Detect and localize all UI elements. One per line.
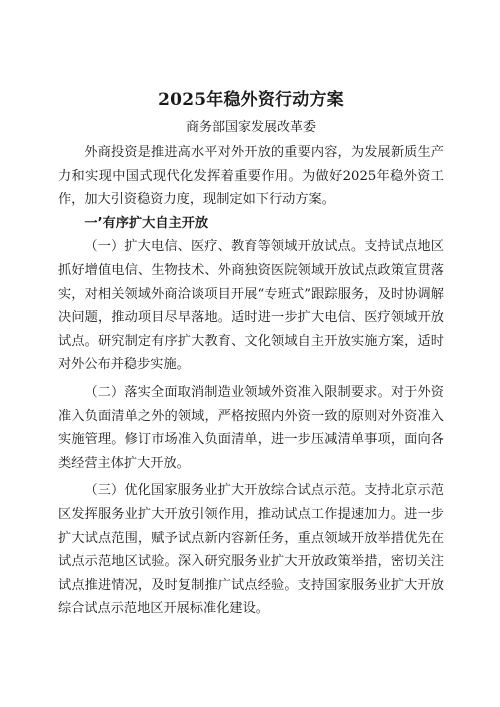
item-paragraph-1: （一）扩大电信、医疗、教育等领域开放试点。支持试点地区抓好增值电信、生物技术、外商独资医院领域开放试点政策宣贯落实，对相关领域外商洽谈项目开展“专班式”跟踪服务，及时协调解决问题，推动项目尽早落地。适时进一步扩大电信、医疗领域开放试点。研究制定有序扩大教育、文化领域自主开放实施方案，适时对外公布并稳步实施。 (58, 239, 444, 373)
document-title: 2025年稳外资行动方案 (158, 90, 344, 110)
item-paragraph-3: （三）优化国家服务业扩大开放综合试点示范。支持北京示范区发挥服务业扩大开放引领作用，推动试点工作提速加力。进一步扩大试点范围，赋予试点新内容新任务，重点领域开放举措优先在试点示范地区试验。深入研究服务业扩大开放政策举措，密切关注试点推进情况，及时复制推广试点经验。支持国家服务业扩大开放综合试点示范地区开展标准化建设。 (58, 483, 444, 617)
intro-paragraph: 外商投资是推进高水平对外开放的重要内容，为发展新质生产力和实现中国式现代化发挥着重要作用。为做好2025年稳外资工作，加大引资稳资力度，现制定如下行动方案。 (58, 145, 444, 208)
document-issuer: 商务部国家发展改革委 (185, 120, 316, 135)
section-heading-1: 一’有序扩大自主开放 (84, 215, 209, 231)
item-paragraph-2: （二）落实全面取消制造业领域外资准入限制要求。对于外资准入负面清单之外的领域，严格按照内外资一致的原则对外资准入实施管理。修订市场准入负面清单，进一步压减清单事项，面向各类经营主体扩大开放。 (58, 384, 444, 471)
